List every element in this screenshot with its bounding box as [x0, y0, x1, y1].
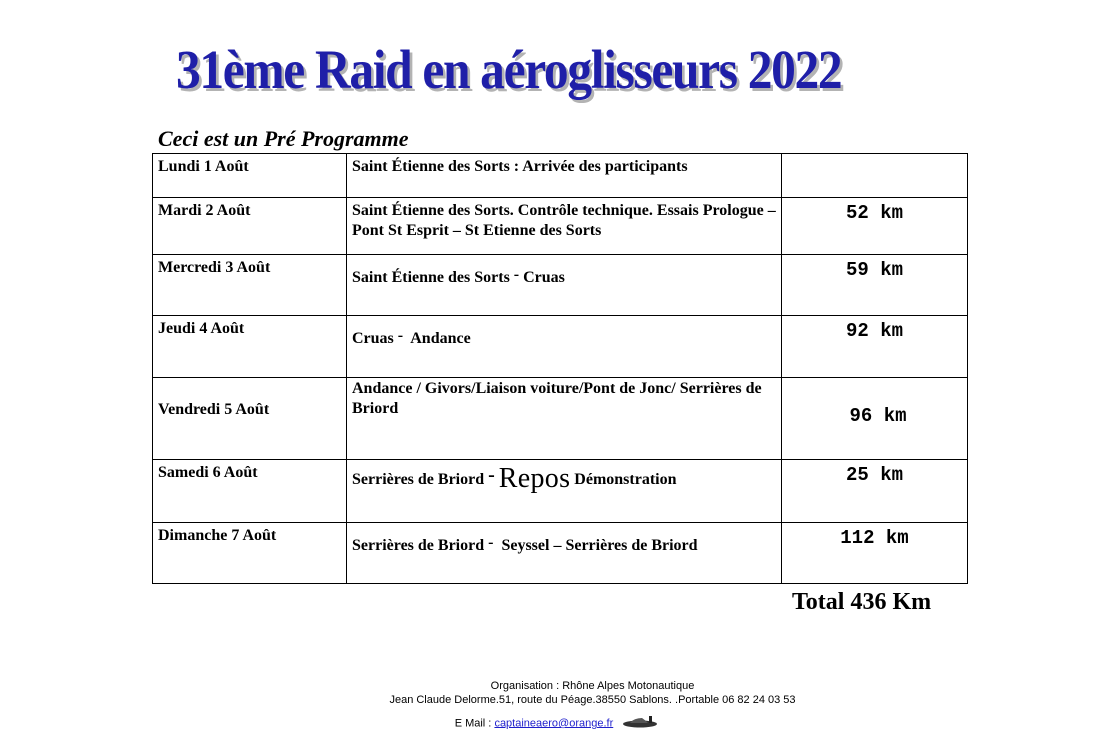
email-label: E Mail :: [454, 717, 492, 730]
table-row: [153, 460, 968, 523]
route-start: Saint Étienne des Sorts: [352, 269, 510, 286]
route-start: Serrières de Briord: [352, 537, 485, 554]
distance-cell: 59 km: [782, 255, 968, 316]
table-row: [153, 316, 968, 378]
email-link[interactable]: captaineaero@orange.fr: [494, 717, 614, 730]
distance-cell: 92 km: [782, 316, 968, 378]
day-cell: Dimanche 7 Août: [153, 523, 347, 584]
distance-cell: 25 km: [782, 460, 968, 523]
day-cell: Mercredi 3 Août: [153, 255, 347, 316]
footer-organisation: Organisation : Rhône Alpes Motonautique: [490, 680, 695, 692]
table-row: [153, 378, 968, 460]
table-row: [153, 255, 968, 316]
day-cell: Samedi 6 Août: [153, 460, 347, 523]
footer-email-line: [0, 715, 1115, 732]
route-cell: [347, 316, 782, 378]
route-end: Cruas: [523, 269, 565, 286]
route-cell: Saint Étienne des Sorts : Arrivée des participants: [347, 154, 782, 198]
route-end: Andance: [410, 330, 471, 347]
day-cell: Jeudi 4 Août: [153, 316, 347, 378]
route-cell: Saint Étienne des Sorts. Contrôle technique. Essais Prologue – Pont St Esprit – St Etienne des Sorts: [347, 198, 782, 255]
route-dash: -: [397, 327, 404, 344]
route-dash: -: [488, 534, 494, 551]
route-repos: Repos: [498, 463, 571, 494]
table-row: [153, 523, 968, 584]
day-cell: Mardi 2 Août: [153, 198, 347, 255]
route-end: Démonstration: [574, 471, 677, 488]
page-subtitle: Ceci est un Pré Programme: [158, 126, 409, 151]
route-dash: -: [513, 266, 520, 283]
table-row: [153, 198, 968, 255]
distance-cell: [782, 154, 968, 198]
day-cell: Lundi 1 Août: [153, 154, 347, 198]
footer-address: Jean Claude Delorme.51, route du Péage.38550 Sablons. .Portable 06 82 24 03 53: [389, 694, 796, 706]
day-cell: Vendredi 5 Août: [153, 378, 347, 460]
route-end: Seyssel – Serrières de Briord: [501, 537, 698, 554]
route-cell: [347, 460, 782, 523]
hovercraft-icon: [620, 715, 660, 732]
route-dash: -: [488, 464, 495, 486]
route-start: Serrières de Briord: [352, 471, 485, 488]
table-row: [153, 154, 968, 198]
schedule-table: [152, 153, 968, 584]
total-distance: Total 436 Km: [792, 589, 932, 615]
distance-cell: 52 km: [782, 198, 968, 255]
page-title: 31ème Raid en aéroglisseurs 2022: [176, 39, 842, 100]
route-cell: Andance / Givors/Liaison voiture/Pont de Jonc/ Serrières de Briord: [347, 378, 782, 460]
route-start: Cruas: [352, 330, 394, 347]
distance-cell: 112 km: [782, 523, 968, 584]
distance-cell: 96 km: [782, 378, 968, 460]
route-cell: [347, 523, 782, 584]
route-cell: [347, 255, 782, 316]
